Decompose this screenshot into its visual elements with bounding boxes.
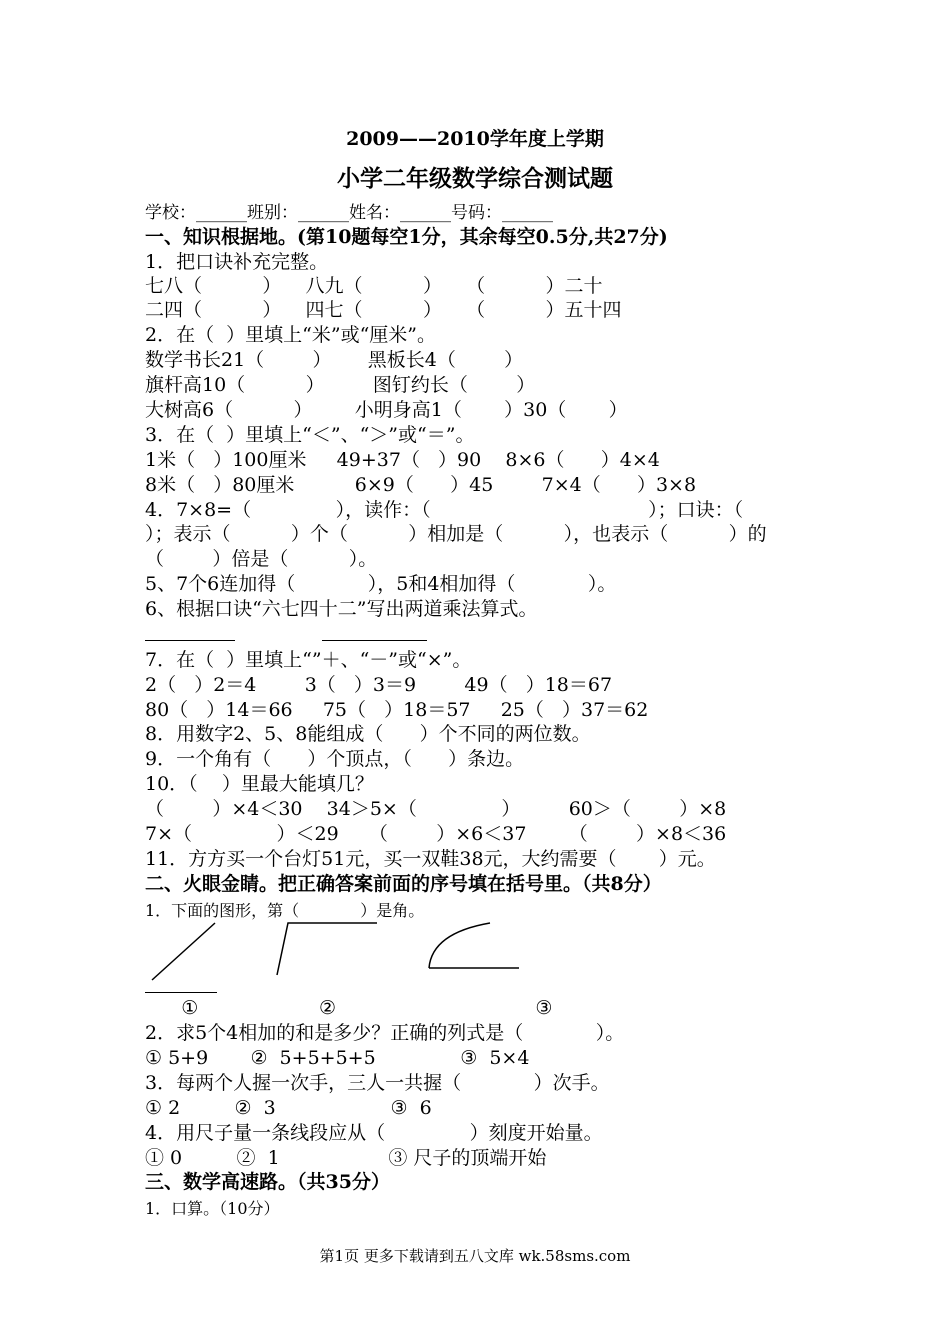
question-3-1: 1．口算。（10分）: [145, 1199, 280, 1218]
question-line: ）；表示（ ）个（ ）相加是（ ），也表示（ ）的: [145, 523, 767, 545]
figure-1-line: [152, 923, 215, 980]
options-line: ① 2 ② 3 ③ 6: [145, 1097, 432, 1119]
question-line: 旗杆高10（ ） 图钉约长（ ）: [145, 374, 536, 396]
question-line: 大树高6（ ） 小明身高1（ ）30（ ）: [145, 399, 628, 421]
question-line: 7×（ ）＜29 （ ）×6＜37 （ ）×8＜36: [145, 823, 727, 845]
question-2-3: 3．每两个人握一次手，三人一共握（ ）次手。: [145, 1072, 610, 1094]
section-1-heading: 一、知识根据地。(第10题每空1分，其余每空0.5分,共27分): [145, 226, 668, 248]
question-1-7: 7．在（ ）里填上“”＋、“－”或“×”。: [145, 649, 472, 671]
question-line: 2（ ）2＝4 3（ ）3＝9 49（ ）18＝67: [145, 674, 613, 696]
main-title: 小学二年级数学综合测试题: [337, 165, 613, 192]
options-line: ① 5+9 ② 5+5+5+5 ③ 5×4: [145, 1047, 530, 1069]
question-line: 二四（ ） 四七（ ） （ ）五十四: [145, 299, 622, 321]
question-1-5: 5、7个6连加得（ ），5和4相加得（ ）。: [145, 573, 617, 595]
page-footer: 第1页 更多下载请到五八文库 wk.58sms.com: [319, 1247, 631, 1265]
question-1-9: 9．一个角有（ ）个顶点，（ ）条边。: [145, 748, 525, 770]
section-2-heading: 二、火眼金睛。把正确答案前面的序号填在括号里。（共8分）: [145, 873, 662, 895]
question-1-10: 10．（ ）里最大能填几？: [145, 773, 374, 795]
angle-figures: [140, 915, 540, 995]
question-2-4: 4．用尺子量一条线段应从（ ）刻度开始量。: [145, 1122, 603, 1144]
figure-2-angle: [277, 923, 377, 975]
answer-blank-line: [322, 640, 427, 641]
question-line: 七八（ ） 八九（ ） （ ）二十: [145, 275, 603, 297]
question-1-2: 2．在（ ）里填上“米”或“厘米”。: [145, 324, 437, 346]
figure-3-arc: [429, 923, 490, 968]
year-title: 2009——2010学年度上学期: [346, 128, 604, 150]
question-line: 数学书长21（ ） 黑板长4（ ）: [145, 349, 524, 371]
question-1-1: 1．把口诀补充完整。: [145, 251, 329, 273]
question-line: 1米（ ）100厘米 49+37（ ）90 8×6（ ）4×4: [145, 449, 660, 471]
question-1-6: 6、根据口诀“六七四十二”写出两道乘法算式。: [145, 598, 538, 620]
question-1-4: 4．7×8=（ ），读作：（ ）；口诀：（: [145, 499, 744, 521]
question-1-3: 3．在（ ）里填上“＜”、“＞”或“＝”。: [145, 424, 475, 446]
figure-labels: ① ② ③: [145, 997, 553, 1019]
question-line: （ ）倍是（ ）。: [145, 548, 378, 570]
question-2-1: 1．下面的图形，第（ ）是角。: [145, 901, 425, 920]
question-2-2: 2．求5个4相加的和是多少？正确的列式是（ ）。: [145, 1022, 625, 1044]
question-line: 80（ ）14＝66 75（ ）18＝57 25（ ）37＝62: [145, 699, 649, 721]
section-3-heading: 三、数学高速路。（共35分）: [145, 1171, 390, 1193]
student-info-line: 学校：______班别：______姓名：______号码：______: [145, 203, 553, 223]
question-1-8: 8．用数字2、5、8能组成（ ）个不同的两位数。: [145, 723, 591, 745]
question-1-11: 11．方方买一个台灯51元，买一双鞋38元，大约需要（ ）元。: [145, 848, 716, 870]
answer-blank-line: [145, 640, 235, 641]
question-line: 8米（ ）80厘米 6×9（ ）45 7×4（ ）3×8: [145, 474, 697, 496]
figure-underline: [145, 992, 217, 993]
options-line: ① 0 ② 1 ③ 尺子的顶端开始: [145, 1147, 547, 1169]
question-line: （ ）×4＜30 34＞5×（ ） 60＞（ ）×8: [145, 798, 727, 820]
